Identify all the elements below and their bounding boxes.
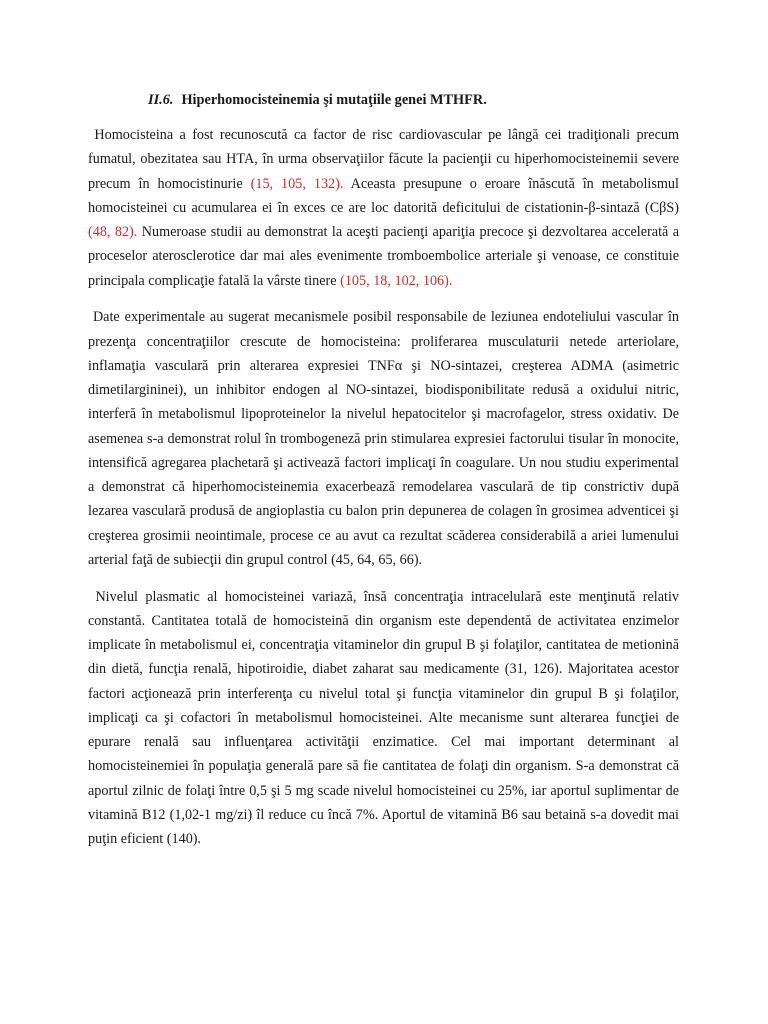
citation: (48, 82). <box>88 224 138 240</box>
document-body <box>88 88 679 864</box>
citation: (15, 105, 132). <box>250 175 344 192</box>
section-number: II.6. <box>148 92 174 108</box>
paragraph-2 <box>88 305 679 572</box>
paragraph-3 <box>88 585 679 852</box>
paragraph-2-text: Date experimentale au sugerat mecanismele posibil responsabile de leziunea endoteliului vascular în prezenţa concentraţiilor crescute de homocisteina: proliferarea musculaturii netede arteriolare, inflamaţia vasculară prin alterarea expresiei TNFα şi NO-sintazei, creşterea ADMA (asimetric dimetilargininei), un inhibitor endogen al NO-sintazei, biodisponibilitate redusă a oxidului nitric, interferă în metabolismul lipoproteinelor la nivelul hepatocitelor şi macrofagelor, stress oxidativ. De asemenea s-a demonstrat rolul în trombogeneză prin stimularea expresiei factorului tisular în monocite, intensifică agregarea plachetară şi activează factori implicaţi în coagulare. Un nou studiu experimental a demonstrat că hiperhomocisteinemia exacerbează remodelarea vasculară de tip constrictiv după lezarea vasculară produsă de angioplastia cu balon prin depunerea de colagen în grosimea adventicei şi creşterea grosimii neointimale, procese ce au avut ca rezultat scăderea considerabilă a ariei lumenului arterial faţă de subiecţii din grupul control (45, 64, 65, 66). <box>88 309 679 568</box>
citation: (105, 18, 102, 106). <box>340 272 453 289</box>
section-heading <box>88 88 679 112</box>
paragraph-3-text: Nivelul plasmatic al homocisteinei variază, însă concentraţia intracelulară este menţinută relativ constantă. Cantitatea totală de homocisteină din organism este dependentă de activitatea enzimelor implicate în metabolismul ei, concentraţia vitaminelor din grupul B şi folaţilor, cantitatea de metionină din dietă, funcţia renală, hipotiroidie, diabet zaharat sau medicamente (31, 126). Majoritatea acestor factori acţionează prin interferenţa cu nivelul total şi funcţia vitaminelor din grupul B şi folaţilor, implicaţi ca şi cofactori în metabolismul homocisteinei. Alte mecanisme sunt alterarea funcţiei de epurare renală sau influenţarea activităţii enzimatice. Cel mai important determinant al homocisteinemiei în populaţia generală pare să fie cantitatea de folaţi din organism. S-a demonstrat că aportul zilnic de folaţi între 0,5 şi 5 mg scade nivelul homocisteinei cu 25%, iar aportul suplimentar de vitamină B12 (1,02-1 mg/zi) îl reduce cu încă 7%. Aportul de vitamină B6 sau betaină s-a dovedit mai puţin eficient (140). <box>88 588 680 847</box>
paragraph-1-text-1: Homocisteina a fost recunoscută ca factor de risc cardiovascular pe lângă cei tradiţionali precum fumatul, obezitatea sau HTA, în urma observaţiilor făcute la pacienţii cu hiperhomocisteinemii severe precum în homocistinurie <box>88 127 679 192</box>
paragraph-1-text-3: Numeroase studii au demonstrat la aceşti pacienţi apariţia precoce şi dezvoltarea accelerată a proceselor aterosclerotice dar mai ales evenimente tromboembolice arteriale şi venoase, ce constituie principala complicaţie fatală la vârste tinere <box>88 224 680 289</box>
section-title: Hiperhomocisteinemia şi mutaţiile genei MTHFR. <box>181 92 487 108</box>
paragraph-1 <box>88 123 679 293</box>
paragraph-1-text-2: Aceasta presupune o eroare înăscută în metabolismul homocisteinei cu acumularea ei în exces ce are loc datorită deficitului de cistationin-β-sintază (CβS) <box>88 175 679 216</box>
